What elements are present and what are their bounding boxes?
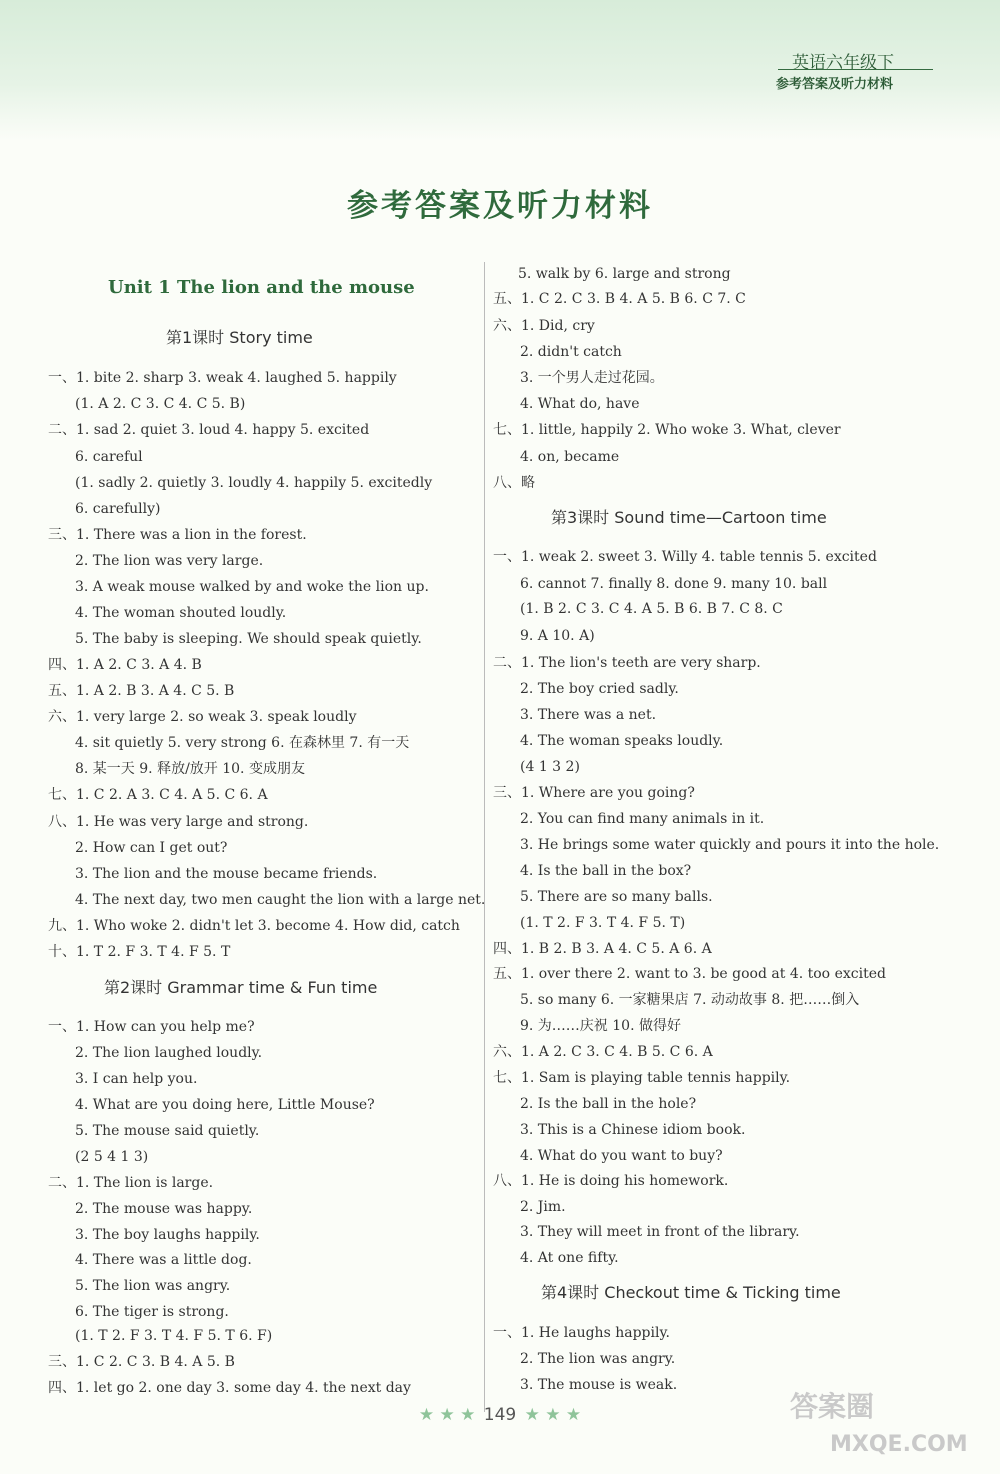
answer-line: 二、1. The lion's teeth are very sharp.	[493, 655, 761, 671]
answer-line: 十、1. T 2. F 3. T 4. F 5. T	[48, 944, 231, 960]
answer-line: 五、1. A 2. B 3. A 4. C 5. B	[48, 683, 235, 699]
page-number: 149	[483, 1405, 517, 1425]
answer-line: 2. Is the ball in the hole?	[520, 1096, 697, 1112]
answer-line: (4 1 3 2)	[520, 759, 580, 775]
lesson-heading: 第4课时 Checkout time & Ticking time	[541, 1283, 841, 1302]
answer-line: 3. I can help you.	[75, 1071, 198, 1087]
answer-line: 4. There was a little dog.	[75, 1252, 252, 1268]
answer-line: (1. T 2. F 3. T 4. F 5. T 6. F)	[75, 1328, 273, 1344]
answer-line: 3. The lion and the mouse became friends.	[75, 866, 378, 882]
footer-stars-left: ★ ★ ★	[418, 1405, 476, 1425]
answer-line: 2. The mouse was happy.	[75, 1201, 253, 1217]
answer-line: 6. The tiger is strong.	[75, 1304, 229, 1320]
answer-line: 2. The boy cried sadly.	[520, 681, 679, 697]
answer-line: 2. didn't catch	[520, 344, 622, 360]
answer-line: 6. carefully)	[75, 501, 161, 517]
answer-line: 4. The woman speaks loudly.	[520, 733, 724, 749]
header-section: 参考答案及听力材料	[776, 77, 894, 92]
answer-line: 5. so many 6. 一家糖果店 7. 动动故事 8. 把……倒入	[520, 992, 860, 1008]
answer-line: 五、1. over there 2. want to 3. be good at 4. too excited	[493, 966, 886, 982]
answer-line: 三、1. C 2. C 3. B 4. A 5. B	[48, 1354, 235, 1370]
answer-line: 一、1. How can you help me?	[48, 1019, 255, 1035]
answer-line: (2 5 4 1 3)	[75, 1149, 149, 1165]
answer-line: 七、1. little, happily 2. Who woke 3. What, clever	[493, 422, 841, 438]
answer-line: 八、1. He is doing his homework.	[493, 1173, 729, 1189]
lesson-heading: 第1课时 Story time	[166, 328, 313, 347]
answer-line: 2. How can I get out?	[75, 840, 228, 856]
header-rule	[778, 69, 933, 70]
column-divider	[484, 262, 485, 1412]
footer-stars-right: ★ ★ ★	[524, 1405, 582, 1425]
answer-line: 一、1. He laughs happily.	[493, 1325, 670, 1341]
answer-line: 2. The lion was angry.	[520, 1351, 676, 1367]
watermark-logo: 答案圈	[790, 1390, 875, 1423]
answer-line: 2. The lion laughed loudly.	[75, 1045, 263, 1061]
answer-line: 七、1. C 2. A 3. C 4. A 5. C 6. A	[48, 787, 268, 803]
answer-line: 5. The mouse said quietly.	[75, 1123, 260, 1139]
answer-line: 一、1. weak 2. sweet 3. Willy 4. table tennis 5. excited	[493, 549, 877, 565]
answer-line: (1. T 2. F 3. T 4. F 5. T)	[520, 915, 686, 931]
header-grade: 英语六年级下	[792, 53, 894, 73]
answer-line: 3. The boy laughs happily.	[75, 1227, 260, 1243]
answer-line: (1. B 2. C 3. C 4. A 5. B 6. B 7. C 8. C	[520, 601, 783, 617]
answer-line: (1. A 2. C 3. C 4. C 5. B)	[75, 396, 246, 412]
answer-line: 4. The next day, two men caught the lion with a large net.	[75, 892, 486, 908]
answer-line: 5. There are so many balls.	[520, 889, 713, 905]
unit-heading: Unit 1 The lion and the mouse	[108, 277, 415, 298]
answer-line: 4. What do, have	[520, 396, 640, 412]
answer-line: 二、1. sad 2. quiet 3. loud 4. happy 5. excited	[48, 422, 370, 438]
answer-line: 3. 一个男人走过花园。	[520, 370, 664, 386]
answer-line: 6. careful	[75, 449, 143, 465]
answer-line: 2. You can find many animals in it.	[520, 811, 765, 827]
answer-line: 3. This is a Chinese idiom book.	[520, 1122, 746, 1138]
page-title: 参考答案及听力材料	[347, 188, 653, 224]
lesson-heading: 第3课时 Sound time—Cartoon time	[551, 508, 827, 527]
answer-line: 4. What do you want to buy?	[520, 1148, 723, 1164]
answer-line: 6. cannot 7. finally 8. done 9. many 10. ball	[520, 576, 828, 592]
answer-line: (1. sadly 2. quietly 3. loudly 4. happily 5. excitedly	[75, 475, 433, 491]
answer-line: 4. What are you doing here, Little Mouse?	[75, 1097, 375, 1113]
answer-line: 8. 某一天 9. 释放/放开 10. 变成朋友	[75, 761, 305, 777]
answer-line: 四、1. let go 2. one day 3. some day 4. the next day	[48, 1380, 411, 1396]
answer-line: 3. A weak mouse walked by and woke the lion up.	[75, 579, 429, 595]
answer-line: 3. They will meet in front of the library.	[520, 1224, 800, 1240]
answer-line: 4. Is the ball in the box?	[520, 863, 692, 879]
answer-line: 9. A 10. A)	[520, 628, 595, 644]
answer-line: 5. The baby is sleeping. We should speak quietly.	[75, 631, 422, 647]
answer-line: 4. on, became	[520, 449, 620, 465]
answer-line: 六、1. very large 2. so weak 3. speak loudly	[48, 709, 357, 725]
answer-line: 9. 为……庆祝 10. 做得好	[520, 1018, 681, 1034]
answer-line: 4. sit quietly 5. very strong 6. 在森林里 7. 有一天	[75, 735, 410, 751]
answer-line: 八、略	[493, 475, 535, 491]
watermark-site: MXQE.COM	[830, 1432, 968, 1457]
answer-line: 2. The lion was very large.	[75, 553, 264, 569]
answer-line: 5. The lion was angry.	[75, 1278, 231, 1294]
answer-line: 六、1. Did, cry	[493, 318, 595, 334]
answer-line: 4. The woman shouted loudly.	[75, 605, 287, 621]
answer-line: 二、1. The lion is large.	[48, 1175, 214, 1191]
answer-line: 4. At one fifty.	[520, 1250, 619, 1266]
answer-line: 3. The mouse is weak.	[520, 1377, 678, 1393]
answer-line: 四、1. B 2. B 3. A 4. C 5. A 6. A	[493, 941, 712, 957]
answer-line: 3. There was a net.	[520, 707, 657, 723]
lesson-heading: 第2课时 Grammar time & Fun time	[104, 978, 378, 997]
answer-line: 5. walk by 6. large and strong	[518, 266, 731, 282]
answer-line: 一、1. bite 2. sharp 3. weak 4. laughed 5. happily	[48, 370, 397, 386]
answer-line: 2. Jim.	[520, 1199, 566, 1215]
answer-line: 四、1. A 2. C 3. A 4. B	[48, 657, 202, 673]
answer-line: 九、1. Who woke 2. didn't let 3. become 4. How did, catch	[48, 918, 460, 934]
answer-line: 五、1. C 2. C 3. B 4. A 5. B 6. C 7. C	[493, 291, 746, 307]
answer-line: 三、1. There was a lion in the forest.	[48, 527, 307, 543]
answer-line: 3. He brings some water quickly and pours it into the hole.	[520, 837, 940, 853]
answer-line: 八、1. He was very large and strong.	[48, 814, 309, 830]
answer-line: 六、1. A 2. C 3. C 4. B 5. C 6. A	[493, 1044, 713, 1060]
answer-line: 七、1. Sam is playing table tennis happily.	[493, 1070, 791, 1086]
answer-line: 三、1. Where are you going?	[493, 785, 695, 801]
